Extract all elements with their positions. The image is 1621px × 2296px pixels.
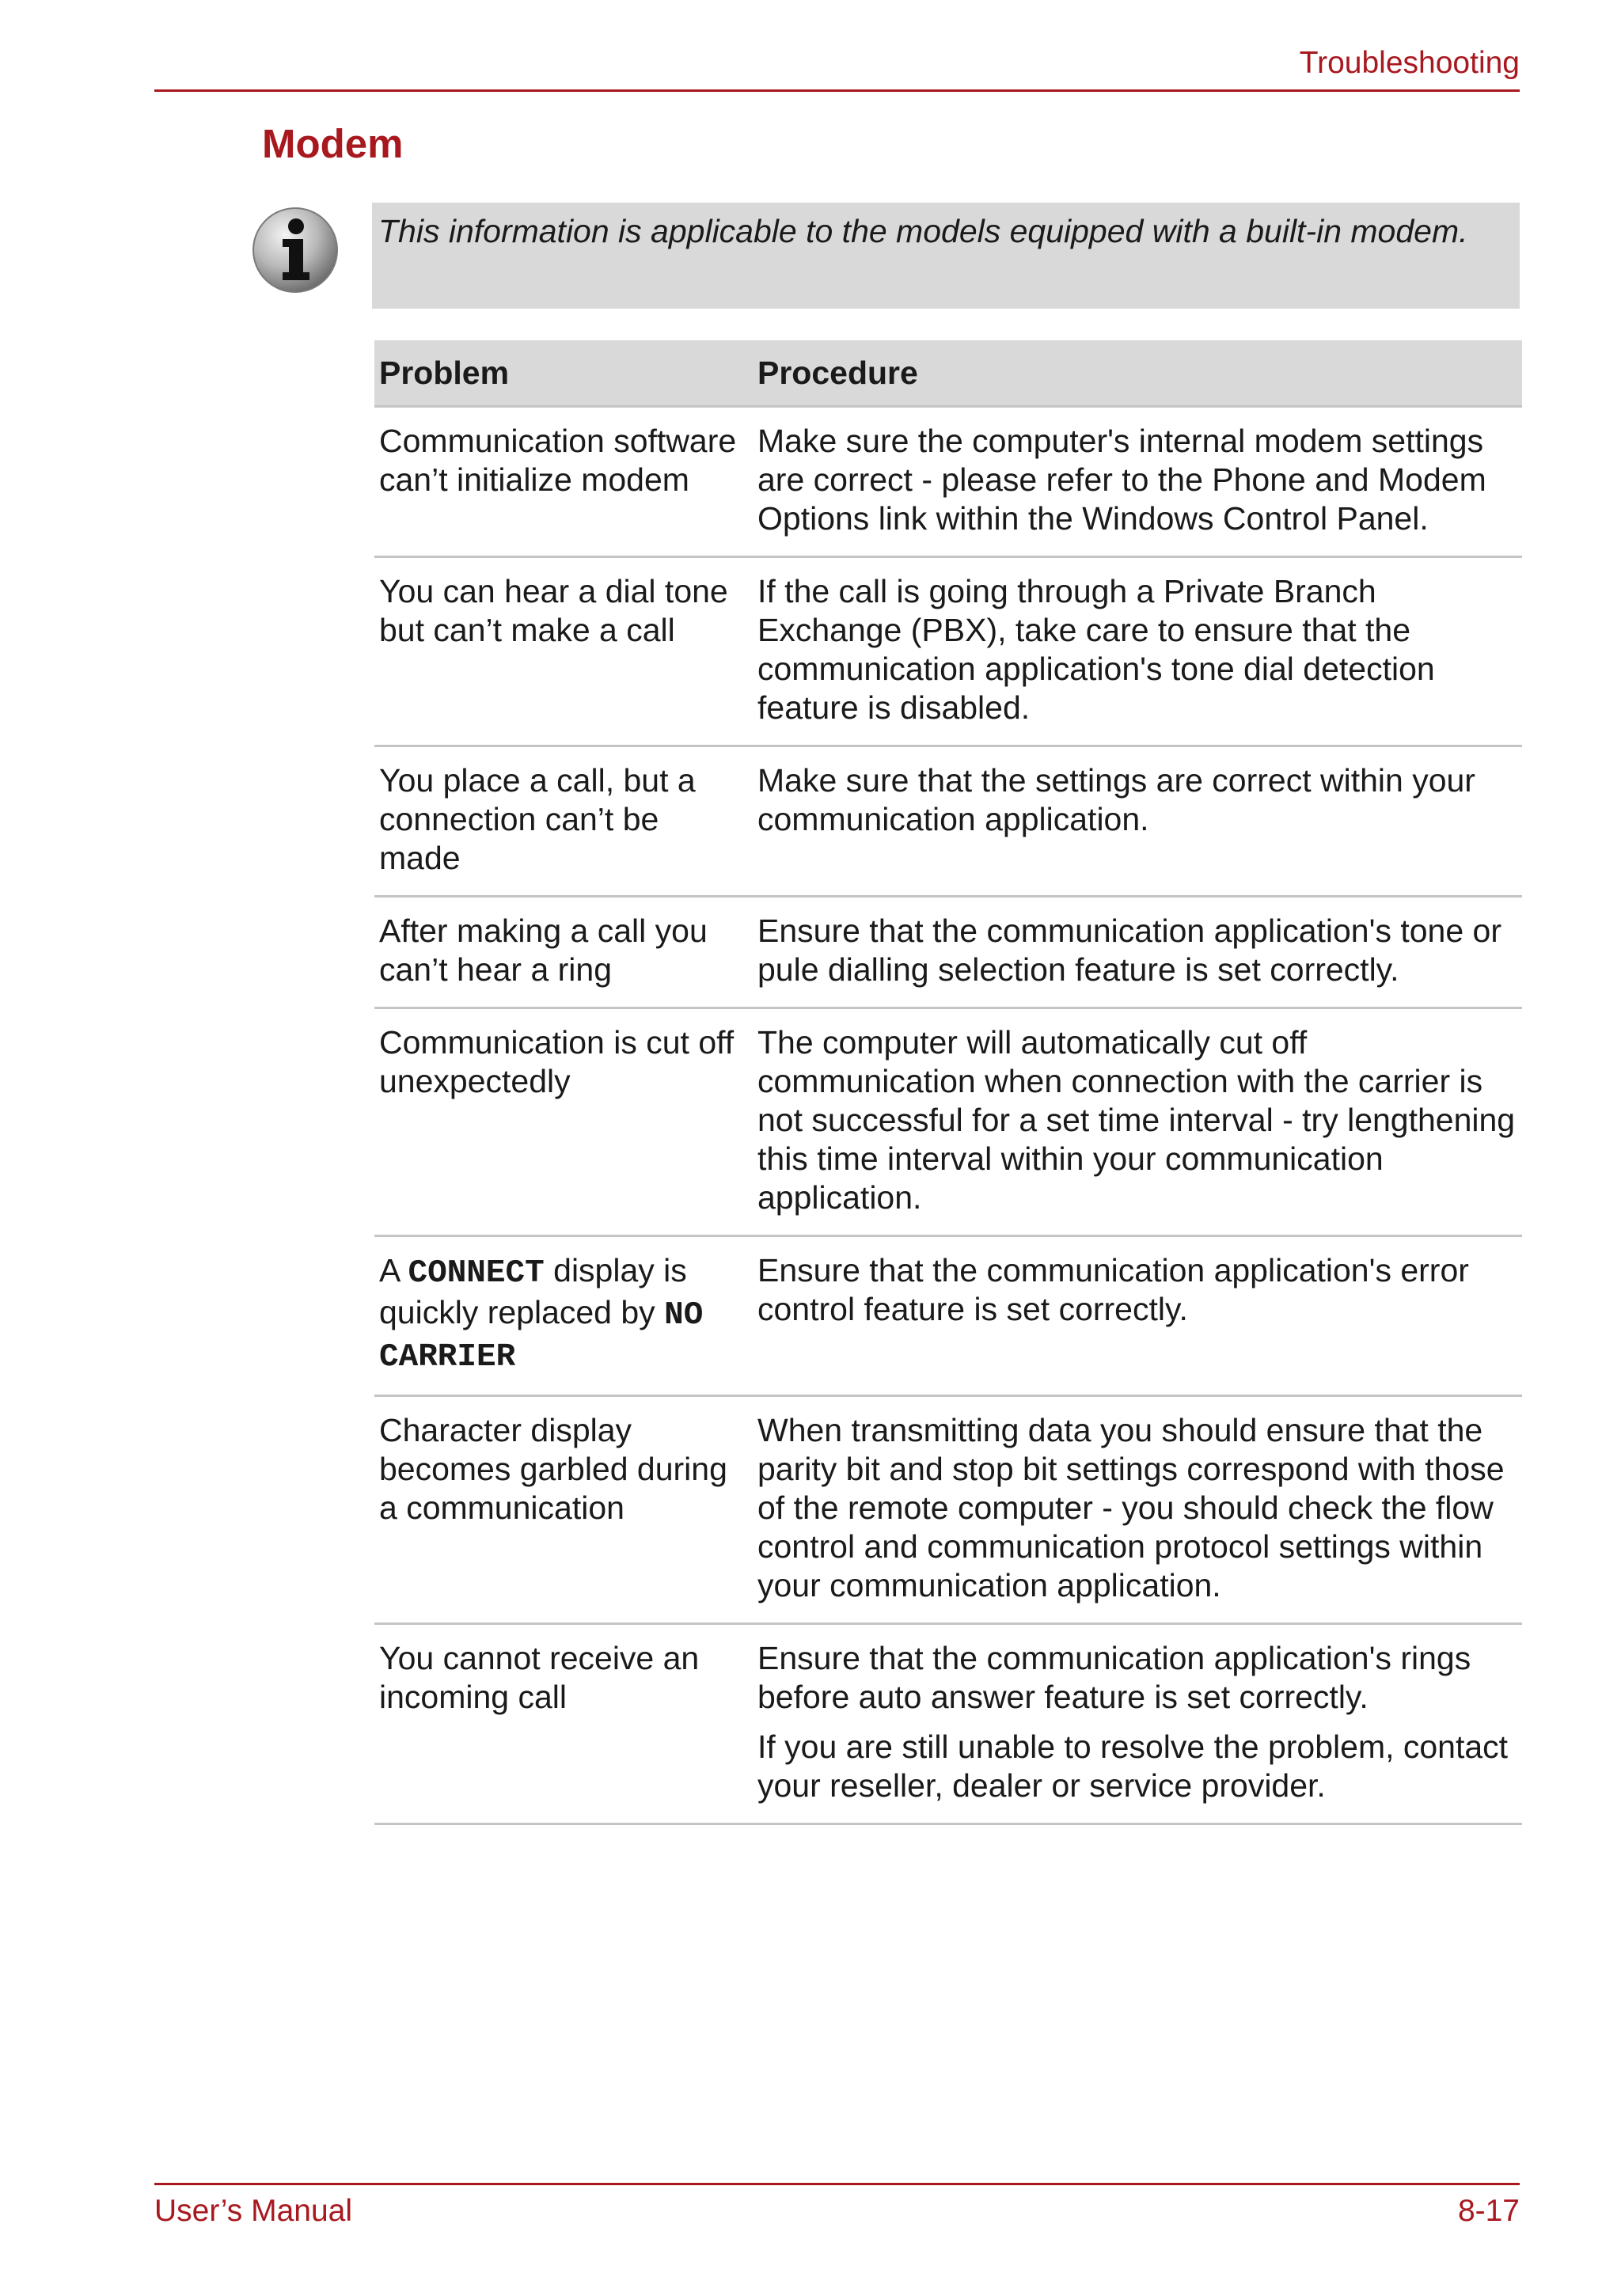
procedure-cell: Make sure that the settings are correct within your communication application. bbox=[753, 746, 1522, 897]
procedure-cell: When transmitting data you should ensure that the parity bit and stop bit settings correspond with those of the remote computer - you should check the flow control and communication protocol settings within your communication application. bbox=[753, 1396, 1522, 1624]
troubleshooting-table bbox=[374, 340, 1522, 1825]
no-carrier-code: NO CARRIER bbox=[379, 1297, 704, 1376]
procedure-cell: Make sure the computer's internal modem settings are correct - please refer to the Phone and Modem Options link within the Windows Control Panel. bbox=[753, 407, 1522, 557]
problem-cell: Communication software can’t initialize modem bbox=[374, 407, 753, 557]
table-row bbox=[374, 897, 1522, 1008]
procedure-paragraph-extra: If you are still unable to resolve the problem, contact your reseller, dealer or service provider. bbox=[757, 1729, 1509, 1804]
table-row bbox=[374, 1008, 1522, 1236]
note-box: This information is applicable to the models equipped with a built-in modem. bbox=[372, 203, 1520, 309]
problem-cell: You cannot receive an incoming call bbox=[374, 1624, 753, 1824]
table-row bbox=[374, 1396, 1522, 1624]
table-row bbox=[374, 746, 1522, 897]
table-row bbox=[374, 407, 1522, 557]
header-rule bbox=[154, 89, 1520, 92]
procedure-cell bbox=[753, 1624, 1522, 1824]
problem-cell: Communication is cut off unexpectedly bbox=[374, 1008, 753, 1236]
section-title: Modem bbox=[262, 121, 404, 166]
procedure-cell: Ensure that the communication application's error control feature is set correctly. bbox=[753, 1236, 1522, 1396]
problem-middle: display is quickly replaced by bbox=[379, 1252, 687, 1330]
footer-manual-title: User’s Manual bbox=[154, 2194, 352, 2228]
problem-cell: After making a call you can’t hear a ring bbox=[374, 897, 753, 1008]
problem-cell bbox=[374, 1236, 753, 1396]
procedure-cell: If the call is going through a Private Branch Exchange (PBX), take care to ensure that the communication application's tone dial detection feature is disabled. bbox=[753, 557, 1522, 746]
problem-cell: You can hear a dial tone but can’t make a call bbox=[374, 557, 753, 746]
problem-prefix: A bbox=[379, 1252, 400, 1288]
table-row bbox=[374, 1236, 1522, 1396]
table-row bbox=[374, 557, 1522, 746]
page-header-title: Troubleshooting bbox=[1299, 46, 1520, 80]
procedure-cell: The computer will automatically cut off communication when connection with the carrier is not successful for a set time interval - try lengthening this time interval within your communication application. bbox=[753, 1008, 1522, 1236]
procedure-cell: Ensure that the communication application's tone or pule dialling selection feature is set correctly. bbox=[753, 897, 1522, 1008]
footer-rule bbox=[154, 2183, 1520, 2185]
info-icon bbox=[251, 206, 340, 294]
table-row bbox=[374, 1624, 1522, 1824]
table-header-row bbox=[374, 340, 1522, 407]
footer-page-number: 8-17 bbox=[1457, 2194, 1520, 2228]
problem-cell: You place a call, but a connection can’t be made bbox=[374, 746, 753, 897]
connect-code: CONNECT bbox=[408, 1255, 545, 1292]
column-header-problem: Problem bbox=[374, 340, 753, 407]
procedure-paragraph: Ensure that the communication application's rings before auto answer feature is set correctly. bbox=[757, 1640, 1471, 1715]
problem-cell: Character display becomes garbled during a communication bbox=[374, 1396, 753, 1624]
column-header-procedure: Procedure bbox=[753, 340, 1522, 407]
